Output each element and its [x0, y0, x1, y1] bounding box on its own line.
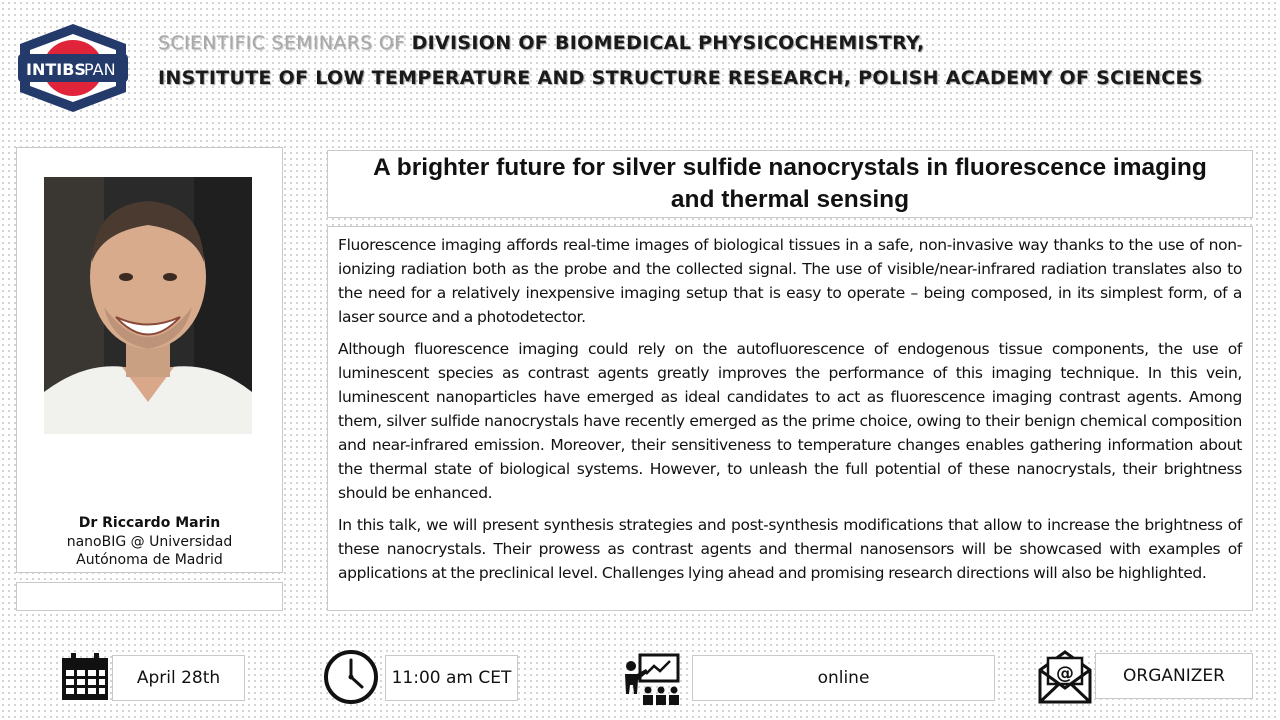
svg-text:@: @ — [1056, 663, 1074, 684]
header-institute: INSTITUTE OF LOW TEMPERATURE AND STRUCTURE RESEARCH, POLISH ACADEMY OF SCIENCES — [158, 67, 1203, 89]
clock-icon — [322, 648, 380, 706]
logo-text-light: PAN — [84, 60, 116, 79]
header-seminar-label: SCIENTIFIC SEMINARS OF — [158, 32, 412, 54]
organizer-field: ORGANIZER — [1095, 653, 1253, 699]
abstract-paragraph-1: Fluorescence imaging affords real-time images of biological tissues in a safe, non-invasive way thanks to the use of non-ionizing radiation both as the probe and the collected signal. The use of visible/near-infrared radiation translates also to the need for a relatively inexpensive imaging setup that is easy to operate – being composed, in its simplest form, of a laser source and a photodetector. — [338, 236, 1242, 326]
title-panel — [327, 150, 1253, 218]
date-field: April 28th — [112, 655, 245, 701]
abstract-panel — [327, 226, 1253, 611]
intibspan-logo — [14, 22, 132, 114]
calendar-icon — [56, 648, 114, 706]
time-field: 11:00 am CET — [385, 655, 518, 701]
abstract-paragraph-2: Although fluorescence imaging could rely on the autofluorescence of endogenous tissue components, the use of luminescent species as contrast agents greatly improves the performance of this imaging technique. In this vein, luminescent nanoparticles have emerged as ideal candidates to act as fluorescence imaging contrast agents. Among them, silver sulfide nanocrystals have recently emerged as the prime choice, owing to their benign chemical composition and near-infrared emission. Moreover, their sensitiveness to temperature changes enables gathering information about the thermal state of biological systems. However, to unleash the full potential of these nanocrystals, their brightness should be enhanced. — [338, 340, 1242, 502]
speaker-name: Dr Riccardo Marin — [78, 515, 221, 531]
presentation-icon — [622, 652, 682, 708]
logo-text-bold: INTIBS — [26, 60, 86, 79]
blank-panel — [16, 582, 283, 611]
header-division: DIVISION OF BIOMEDICAL PHYSICOCHEMISTRY, — [411, 32, 925, 54]
speaker-photo — [44, 177, 252, 434]
speaker-panel — [16, 147, 283, 573]
abstract-paragraph-3: In this talk, we will present synthesis strategies and post-synthesis modifications that allow to increase the brightness of these nanocrystals. Their prowess as contrast agents and thermal nanosensors will be showcased with examples of applications at the preclinical level. Challenges lying ahead and promising research directions will also be highlighted. — [338, 516, 1242, 582]
talk-title: A brighter future for silver sulfide nanocrystals in fluorescence imaging and thermal sensing — [373, 154, 1207, 213]
mode-field: online — [692, 655, 995, 701]
speaker-affiliation: nanoBIG @ Universidad Autónoma de Madrid — [66, 534, 233, 568]
mail-icon — [1036, 648, 1094, 706]
header-line-1 — [158, 32, 924, 54]
